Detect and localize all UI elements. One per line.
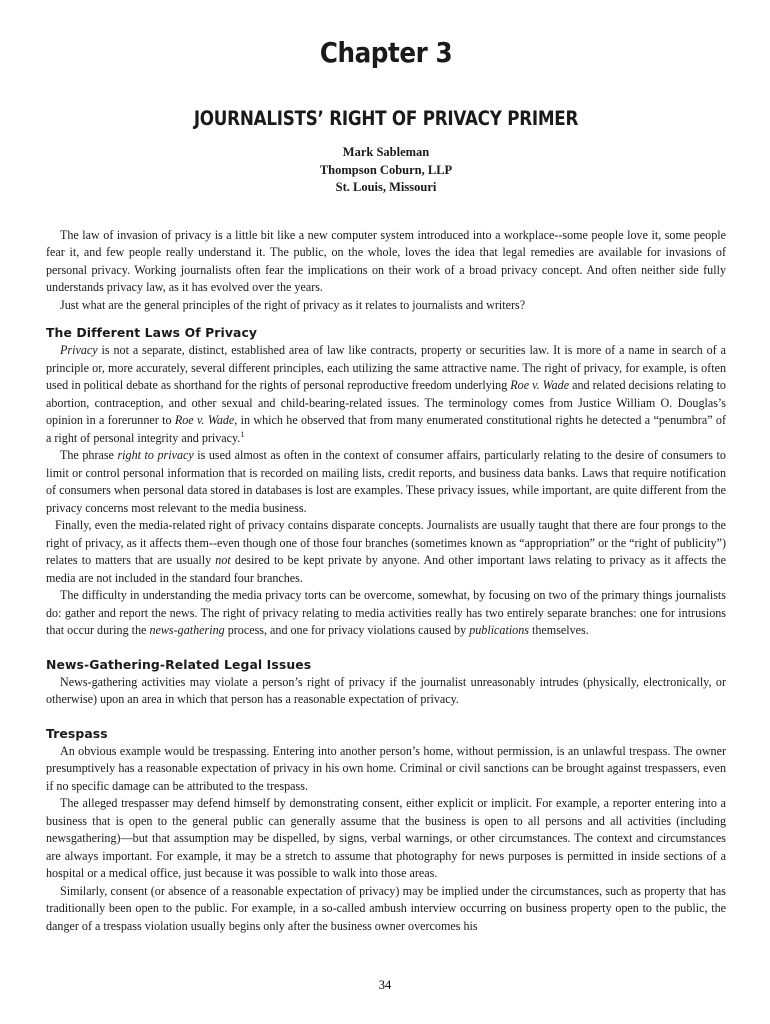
author-firm: Thompson Coburn, LLP (319, 162, 453, 177)
section-heading-news-gathering: News-Gathering-Related Legal Issues (46, 656, 312, 672)
section-heading-different-laws: The Different Laws Of Privacy (46, 325, 258, 340)
page-title: JOURNALISTS’ RIGHT OF PRIVACY PRIMER (193, 107, 579, 130)
chapter-label: Chapter 3 (319, 36, 453, 69)
body-paragraph: The alleged trespasser may defend himself by demonstrating consent, either explicit or implicit. For example, a reporter entering into a business that is open to the general public can generally assume that the business is open to all persons and all activities (including newsgathering)—but that assumption may be dispelled, by signs, verbal warnings, or other circumstances. The context and circumstances are always important. For example, it may be a stretch to assume that photography for news purposes is permitted in inside sections of a hospital or a medical office, just because it was possible to walk into those areas. (46, 796, 726, 880)
footnote-ref: 1 (240, 429, 245, 439)
body-paragraph: Privacy is not a separate, distinct, established area of law like contracts, property or securities law. It is more of a name in search of a principle or, more accurately, several different principles, each utilizing the same attractive name. The right of privacy, for example, is often used in political debate as shorthand for the rights of personal reproductive freedom underlying Roe v. Wade and related decisions relating to abortion, contraception, and other sexual and child-bearing-related issues. The terminology comes from Justice William O. Douglas’s opinion in a forerunner to Roe v. Wade, in which he observed that from many enumerated constitutional rights he detected a “penumbra” of a right of personal integrity and privacy.$^1$ (46, 343, 726, 445)
document-page (46, 36, 726, 935)
intro-question: Just what are the general principles of the right of privacy as it relates to journalists and writers? (60, 297, 526, 312)
body-paragraph: Finally, even the media-related right of privacy contains disparate concepts. Journalists are usually taught that there are four prongs to the right of privacy, as it affects them--even though one of those four branches (sometimes known as “appropriation” or the “right of publicity”) relates to matters that are usually not desired to be kept private by anyone. And other important laws relating to privacy as it affects the media are not included in the standard four branches. (46, 518, 726, 585)
section-heading-trespass: Trespass (46, 725, 108, 741)
body-paragraph: The difficulty in understanding the media privacy torts can be overcome, somewhat, by focusing on two of the primary things journalists do: gather and report the news. The right of privacy relating to media activities really has two entirely separate branches: one for intrusions that occur during the news-gathering process, and one for privacy violations caused by publications themselves. (46, 588, 726, 637)
body-paragraph: Similarly, consent (or absence of a reasonable expectation of privacy) may be implied under the circumstances, such as property that has traditionally been open to the public. For example, in a so-called ambush interview occurring on business property open to the public, the danger of a trespass violation usually begins only after the business owner overcomes his (46, 883, 726, 933)
author-location: St. Louis, Missouri (335, 180, 437, 194)
page-number: 34 (378, 978, 392, 992)
intro-paragraph: The law of invasion of privacy is a little bit like a new computer system introduced into a workplace--some people love it, some people fear it, and few people really understand it. The public, on the whole, loves the idea that legal remedies are available for invasions of personal privacy. Working journalists often fear the implications on their work of a broad privacy concept. And often neither side fully understands privacy law, as it has evolved over the years. (46, 227, 726, 294)
body-paragraph: News-gathering activities may violate a person’s right of privacy if the journalist unreasonably intrudes (physically, electronically, or otherwise) upon an area in which that person has a reasonable expectation of privacy. (46, 674, 726, 706)
author-name: Mark Sableman (342, 145, 430, 159)
body-paragraph: An obvious example would be trespassing. Entering into another person’s home, without permission, is an unlawful trespass. The owner presumptively has a reasonable expectation of privacy in his own home. Criminal or civil sanctions can be brought against trespassers, even if no specific damage can be attributed to the trespass. (46, 743, 726, 793)
author-block (46, 144, 726, 197)
body-paragraph: The phrase right to privacy is used almost as often in the context of consumer affairs, particularly relating to the desire of consumers to limit or control personal information that is recorded on mailing lists, credit reports, and business data banks. Laws that require notification of consumers when personal data stored in databases is lost are examples. These privacy issues, while important, are quite different from the privacy concerns most relevant to the media business. (46, 448, 726, 515)
